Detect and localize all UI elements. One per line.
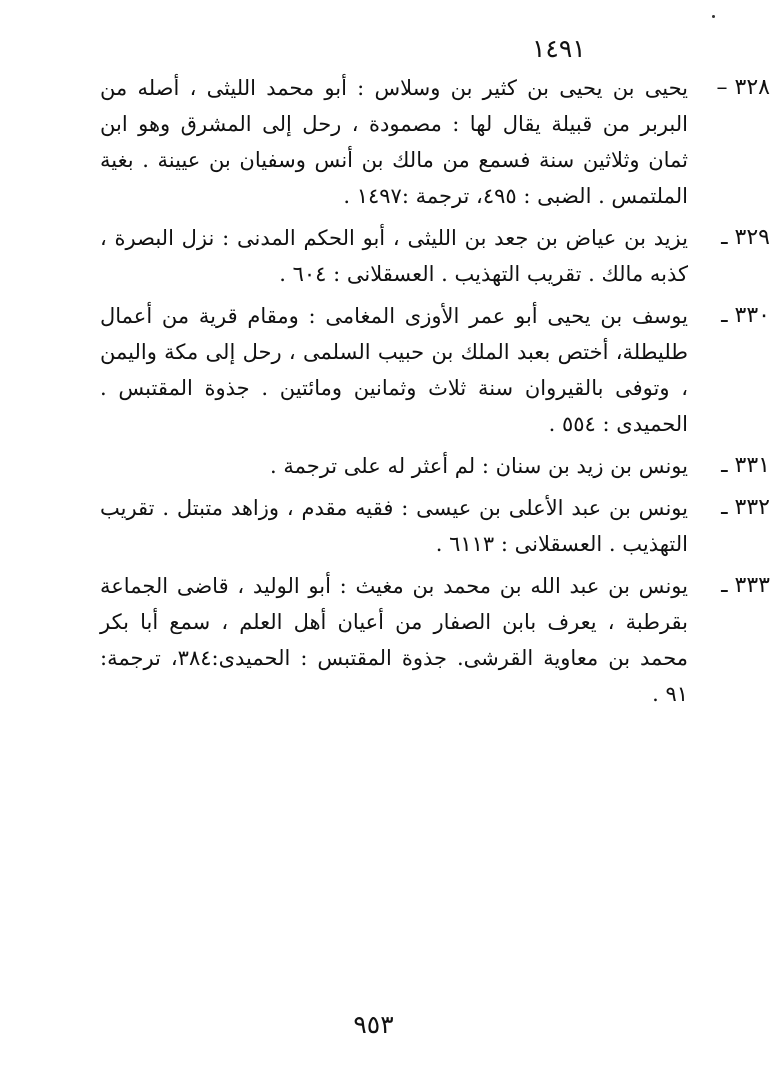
- entry-text: يزيد بن عياض بن جعد بن الليثى ، أبو الحكم المدنى : نزل البصرة ، كذبه مالك . تقريب التهذيب . العسقلانى : ٦٠٤ .: [100, 226, 688, 286]
- entry-number: ٣٣١ ـ: [721, 453, 770, 478]
- biography-entries: [100, 70, 770, 718]
- entry-text: يونس بن عبد الله بن محمد بن مغيث : أبو الوليد ، قاضى الجماعة بقرطبة ، يعرف بابن الصفار من أعيان أهل العلم ، سمع أبا بكر محمد بن معاوية القرشى. جذوة المقتبس : الحميدى:٣٨٤، ترجمة: ٩١ .: [100, 574, 689, 706]
- entry-text: يوسف بن يحيى أبو عمر الأوزى المغامى : ومقام قرية من أعمال طليطلة، أختص بعبد الملك بن حبيب السلمى ، رحل إلى مكة واليمن ، وتوفى بالقيروان سنة ثلاث وثمانين ومائتين . جذوة المقتبس . الحميدى : ٥٥٤ .: [100, 304, 688, 436]
- entry-number: ٣٣٣ ـ: [721, 573, 770, 598]
- entry-text: يونس بن زيد بن سنان : لم أعثر له على ترجمة .: [269, 454, 688, 478]
- entry-text: يونس بن عبد الأعلى بن عيسى : فقيه مقدم ، وزاهد متبتل . تقريب التهذيب . العسقلانى : ٦١١٣ .: [100, 496, 688, 556]
- entry-text: يحيى بن يحيى بن كثير بن وسلاس : أبو محمد الليثى ، أصله من البربر من قبيلة يقال لها : مصمودة ، رحل إلى المشرق وهو ابن ثمان وثلاثين سنة فسمع من مالك بن أنس وسفيان بن عيينة . بغية الملتمس . الضبى : ٤٩٥، ترجمة :١٤٩٧ .: [100, 76, 689, 208]
- entry-number: ٣٣٠ ـ: [721, 303, 770, 328]
- page-number: ٩٥٣: [353, 1010, 394, 1039]
- entry-330: [100, 298, 770, 442]
- entry-328: [100, 70, 770, 214]
- entry-329: [100, 220, 770, 292]
- entry-number: ٣٢٨ –: [716, 75, 770, 100]
- entry-number: ٣٢٩ ـ: [721, 225, 770, 250]
- scan-speck: [712, 15, 715, 18]
- entry-333: [100, 568, 770, 712]
- entry-331: [100, 448, 770, 484]
- running-header-number: ١٤٩١: [532, 34, 586, 63]
- entry-332: [100, 490, 770, 562]
- entry-number: ٣٣٢ ـ: [721, 495, 770, 520]
